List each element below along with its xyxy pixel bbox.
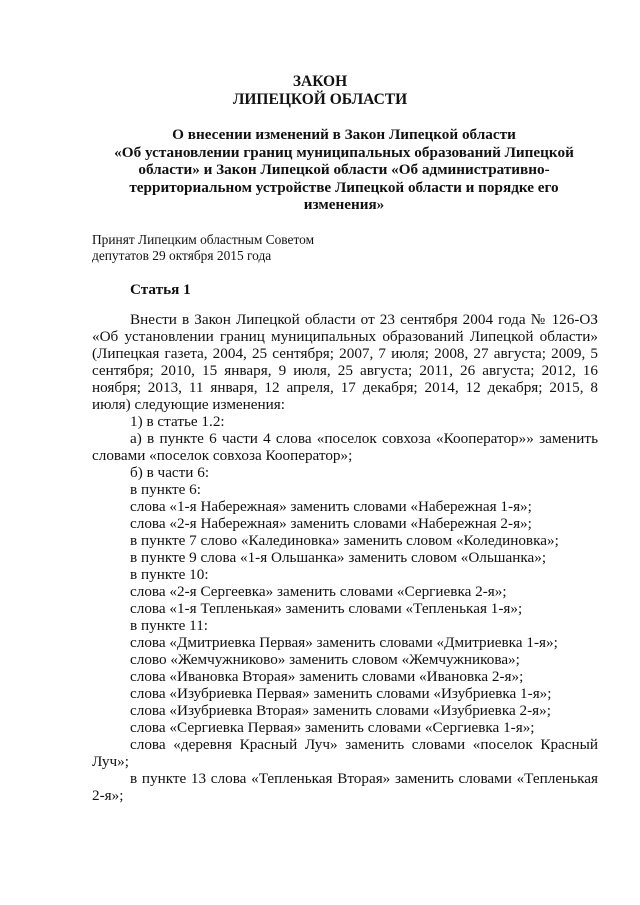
accepted-note	[92, 232, 314, 263]
subtitle-line: территориальном устройстве Липецкой области и порядке его	[129, 178, 559, 196]
list-item: б) в части 6:	[130, 464, 210, 481]
list-item: в пункте 10:	[130, 566, 209, 583]
list-item: слова «Изубриевка Первая» заменить словами «Изубриевка 1-я»;	[130, 685, 552, 702]
list-item: в пункте 13 слова «Тепленькая Вторая» заменить словами «Тепленькая 2-я»;	[92, 770, 598, 804]
article-intro: Внести в Закон Липецкой области от 23 сентября 2004 года № 126-ОЗ «Об установлении границ муниципальных образований Липецкой области» (Липецкая газета, 2004, 25 сентября; 2007, 7 июля; 2008, 27 августа; 2009, 5 сентября; 2010, 15 января, 9 июля, 25 августа; 2011, 26 августа; 2012, 16 ноября; 2013, 11 января, 12 апреля, 17 декабря; 2014, 12 декабря; 2015, 8 июля) следующие изменения:	[92, 311, 598, 413]
subtitle-line: области» и Закон Липецкой области «Об административно-	[138, 161, 550, 178]
list-item: 1) в статье 1.2:	[130, 413, 225, 430]
list-item: слова «Сергиевка Первая» заменить словами «Сергиевка 1-я»;	[130, 719, 535, 736]
list-item: в пункте 11:	[130, 617, 209, 634]
accepted-date-line: депутатов 29 октября 2015 года	[92, 247, 272, 263]
list-item: слова «1-я Тепленькая» заменить словами «Тепленькая 1-я»;	[130, 600, 523, 617]
list-item: слова «Изубриевка Вторая» заменить словами «Изубриевка 2-я»;	[130, 702, 551, 719]
subtitle-line: «Об установлении границ муниципальных образований Липецкой	[114, 143, 574, 161]
list-item: слова «деревня Красный Луч» заменить словами «поселок Красный Луч»;	[92, 736, 598, 770]
list-item: слова «2-я Набережная» заменить словами «Набережная 2-я»;	[130, 515, 532, 532]
list-item: в пункте 7 слово «Калединовка» заменить словом «Колединовка»;	[130, 532, 559, 549]
list-item: в пункте 6:	[130, 481, 201, 498]
accepted-line: Принят Липецким областным Советом	[92, 232, 315, 247]
law-title	[0, 73, 640, 109]
list-item: слова «Ивановка Вторая» заменить словами «Ивановка 2-я»;	[130, 668, 524, 685]
article-heading: Статья 1	[130, 281, 191, 298]
list-item: слова «Дмитриевка Первая» заменить словами «Дмитриевка 1-я»;	[130, 634, 558, 651]
list-item: слова «1-я Набережная» заменить словами «Набережная 1-я»;	[130, 498, 532, 515]
law-region-line: ЛИПЕЦКОЙ ОБЛАСТИ	[232, 91, 408, 108]
subtitle-line: О внесении изменений в Закон Липецкой области	[172, 126, 516, 143]
list-item: слова «2-я Сергеевка» заменить словами «Сергиевка 2-я»;	[130, 583, 507, 600]
law-title-line: ЗАКОН	[292, 73, 348, 90]
law-subtitle	[90, 126, 598, 214]
article-body	[92, 311, 598, 804]
list-item: в пункте 9 слова «1-я Ольшанка» заменить словом «Ольшанка»;	[130, 549, 547, 566]
subtitle-line: изменения»	[303, 196, 385, 213]
list-item: а) в пункте 6 части 4 слова «поселок совхоза «Кооператор»» заменить словами «поселок совхоза Кооператор»;	[92, 430, 598, 464]
list-item: слово «Жемчужниково» заменить словом «Жемчужникова»;	[130, 651, 520, 668]
